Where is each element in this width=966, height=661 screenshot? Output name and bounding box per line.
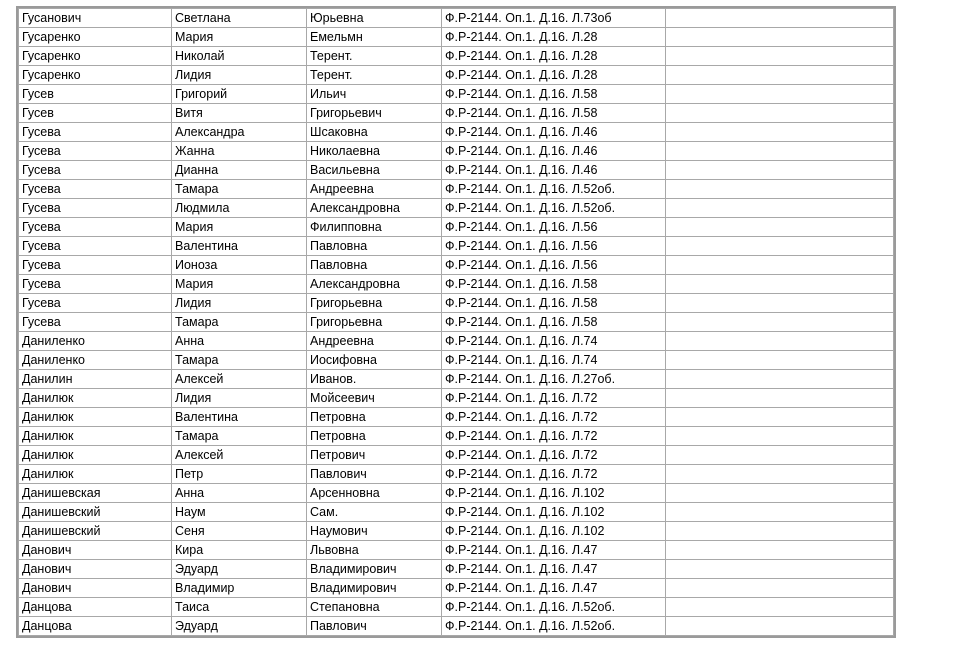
table-row: [19, 465, 894, 484]
archive-reference-cell: Ф.Р-2144. Оп.1. Д.16. Л.28: [442, 66, 666, 85]
first-name-cell: Григорий: [172, 85, 307, 104]
archive-reference-cell: Ф.Р-2144. Оп.1. Д.16. Л.52об.: [442, 199, 666, 218]
empty-cell: [666, 617, 894, 636]
patronymic-cell: Степановна: [307, 598, 442, 617]
table-row: [19, 275, 894, 294]
empty-cell: [666, 9, 894, 28]
records-table-body: [19, 9, 894, 636]
patronymic-cell: Павлович: [307, 617, 442, 636]
surname-cell: Гусев: [19, 85, 172, 104]
empty-cell: [666, 85, 894, 104]
surname-cell: Гусева: [19, 313, 172, 332]
records-table: [18, 8, 894, 636]
archive-reference-cell: Ф.Р-2144. Оп.1. Д.16. Л.56: [442, 237, 666, 256]
surname-cell: Гусева: [19, 218, 172, 237]
surname-cell: Данишевский: [19, 522, 172, 541]
first-name-cell: Жанна: [172, 142, 307, 161]
empty-cell: [666, 446, 894, 465]
first-name-cell: Мария: [172, 275, 307, 294]
table-row: [19, 66, 894, 85]
first-name-cell: Анна: [172, 332, 307, 351]
surname-cell: Данович: [19, 579, 172, 598]
patronymic-cell: Петровна: [307, 408, 442, 427]
empty-cell: [666, 351, 894, 370]
patronymic-cell: Александровна: [307, 199, 442, 218]
first-name-cell: Мария: [172, 28, 307, 47]
archive-reference-cell: Ф.Р-2144. Оп.1. Д.16. Л.46: [442, 161, 666, 180]
archive-reference-cell: Ф.Р-2144. Оп.1. Д.16. Л.52об.: [442, 617, 666, 636]
surname-cell: Гусаренко: [19, 28, 172, 47]
surname-cell: Данишевская: [19, 484, 172, 503]
surname-cell: Данилюк: [19, 389, 172, 408]
first-name-cell: Людмила: [172, 199, 307, 218]
patronymic-cell: Андреевна: [307, 180, 442, 199]
surname-cell: Данович: [19, 541, 172, 560]
patronymic-cell: Григорьевна: [307, 313, 442, 332]
archive-reference-cell: Ф.Р-2144. Оп.1. Д.16. Л.58: [442, 275, 666, 294]
table-row: [19, 446, 894, 465]
empty-cell: [666, 256, 894, 275]
patronymic-cell: Филипповна: [307, 218, 442, 237]
patronymic-cell: Наумович: [307, 522, 442, 541]
surname-cell: Гусева: [19, 180, 172, 199]
archive-reference-cell: Ф.Р-2144. Оп.1. Д.16. Л.58: [442, 313, 666, 332]
empty-cell: [666, 522, 894, 541]
patronymic-cell: Иосифовна: [307, 351, 442, 370]
patronymic-cell: Васильевна: [307, 161, 442, 180]
archive-reference-cell: Ф.Р-2144. Оп.1. Д.16. Л.47: [442, 560, 666, 579]
patronymic-cell: Емельмн: [307, 28, 442, 47]
first-name-cell: Таиса: [172, 598, 307, 617]
first-name-cell: Сеня: [172, 522, 307, 541]
first-name-cell: Витя: [172, 104, 307, 123]
table-row: [19, 142, 894, 161]
patronymic-cell: Павловна: [307, 256, 442, 275]
patronymic-cell: Николаевна: [307, 142, 442, 161]
patronymic-cell: Ильич: [307, 85, 442, 104]
patronymic-cell: Мойсеевич: [307, 389, 442, 408]
first-name-cell: Лидия: [172, 294, 307, 313]
table-row: [19, 199, 894, 218]
empty-cell: [666, 465, 894, 484]
first-name-cell: Ионоза: [172, 256, 307, 275]
table-row: [19, 389, 894, 408]
surname-cell: Гусева: [19, 237, 172, 256]
empty-cell: [666, 598, 894, 617]
table-row: [19, 617, 894, 636]
surname-cell: Гусев: [19, 104, 172, 123]
table-row: [19, 351, 894, 370]
patronymic-cell: Александровна: [307, 275, 442, 294]
patronymic-cell: Терент.: [307, 47, 442, 66]
first-name-cell: Николай: [172, 47, 307, 66]
surname-cell: Данилюк: [19, 446, 172, 465]
empty-cell: [666, 142, 894, 161]
surname-cell: Данишевский: [19, 503, 172, 522]
archive-reference-cell: Ф.Р-2144. Оп.1. Д.16. Л.27об.: [442, 370, 666, 389]
first-name-cell: Мария: [172, 218, 307, 237]
table-row: [19, 332, 894, 351]
table-row: [19, 560, 894, 579]
empty-cell: [666, 237, 894, 256]
table-row: [19, 408, 894, 427]
table-row: [19, 104, 894, 123]
first-name-cell: Лидия: [172, 66, 307, 85]
first-name-cell: Алексей: [172, 370, 307, 389]
archive-reference-cell: Ф.Р-2144. Оп.1. Д.16. Л.56: [442, 256, 666, 275]
surname-cell: Данилюк: [19, 465, 172, 484]
surname-cell: Гусаренко: [19, 47, 172, 66]
patronymic-cell: Иванов.: [307, 370, 442, 389]
empty-cell: [666, 294, 894, 313]
surname-cell: Данилюк: [19, 427, 172, 446]
first-name-cell: Наум: [172, 503, 307, 522]
surname-cell: Данович: [19, 560, 172, 579]
empty-cell: [666, 389, 894, 408]
archive-reference-cell: Ф.Р-2144. Оп.1. Д.16. Л.58: [442, 85, 666, 104]
patronymic-cell: Арсенновна: [307, 484, 442, 503]
surname-cell: Гусева: [19, 256, 172, 275]
first-name-cell: Кира: [172, 541, 307, 560]
empty-cell: [666, 47, 894, 66]
table-row: [19, 256, 894, 275]
patronymic-cell: Сам.: [307, 503, 442, 522]
archive-reference-cell: Ф.Р-2144. Оп.1. Д.16. Л.73об: [442, 9, 666, 28]
patronymic-cell: Владимирович: [307, 560, 442, 579]
archive-reference-cell: Ф.Р-2144. Оп.1. Д.16. Л.72: [442, 446, 666, 465]
archive-reference-cell: Ф.Р-2144. Оп.1. Д.16. Л.72: [442, 408, 666, 427]
patronymic-cell: Петровна: [307, 427, 442, 446]
first-name-cell: Петр: [172, 465, 307, 484]
archive-reference-cell: Ф.Р-2144. Оп.1. Д.16. Л.74: [442, 351, 666, 370]
archive-reference-cell: Ф.Р-2144. Оп.1. Д.16. Л.46: [442, 123, 666, 142]
first-name-cell: Тамара: [172, 313, 307, 332]
empty-cell: [666, 427, 894, 446]
surname-cell: Гусева: [19, 275, 172, 294]
table-row: [19, 503, 894, 522]
archive-reference-cell: Ф.Р-2144. Оп.1. Д.16. Л.102: [442, 503, 666, 522]
surname-cell: Данилин: [19, 370, 172, 389]
first-name-cell: Эдуард: [172, 560, 307, 579]
table-row: [19, 9, 894, 28]
patronymic-cell: Андреевна: [307, 332, 442, 351]
empty-cell: [666, 66, 894, 85]
empty-cell: [666, 579, 894, 598]
archive-reference-cell: Ф.Р-2144. Оп.1. Д.16. Л.102: [442, 522, 666, 541]
archive-reference-cell: Ф.Р-2144. Оп.1. Д.16. Л.46: [442, 142, 666, 161]
empty-cell: [666, 370, 894, 389]
archive-reference-cell: Ф.Р-2144. Оп.1. Д.16. Л.52об.: [442, 180, 666, 199]
table-row: [19, 218, 894, 237]
table-row: [19, 47, 894, 66]
first-name-cell: Светлана: [172, 9, 307, 28]
first-name-cell: Тамара: [172, 351, 307, 370]
first-name-cell: Тамара: [172, 180, 307, 199]
first-name-cell: Владимир: [172, 579, 307, 598]
archive-reference-cell: Ф.Р-2144. Оп.1. Д.16. Л.72: [442, 389, 666, 408]
empty-cell: [666, 560, 894, 579]
surname-cell: Гусева: [19, 294, 172, 313]
patronymic-cell: Львовна: [307, 541, 442, 560]
table-row: [19, 313, 894, 332]
surname-cell: Данцова: [19, 598, 172, 617]
table-row: [19, 484, 894, 503]
table-row: [19, 85, 894, 104]
empty-cell: [666, 408, 894, 427]
first-name-cell: Эдуард: [172, 617, 307, 636]
table-row: [19, 294, 894, 313]
empty-cell: [666, 484, 894, 503]
table-row: [19, 161, 894, 180]
patronymic-cell: Юрьевна: [307, 9, 442, 28]
surname-cell: Данцова: [19, 617, 172, 636]
table-row: [19, 370, 894, 389]
empty-cell: [666, 104, 894, 123]
table-row: [19, 427, 894, 446]
archive-reference-cell: Ф.Р-2144. Оп.1. Д.16. Л.47: [442, 579, 666, 598]
patronymic-cell: Павлович: [307, 465, 442, 484]
table-row: [19, 541, 894, 560]
archive-reference-cell: Ф.Р-2144. Оп.1. Д.16. Л.58: [442, 294, 666, 313]
archive-reference-cell: Ф.Р-2144. Оп.1. Д.16. Л.58: [442, 104, 666, 123]
first-name-cell: Дианна: [172, 161, 307, 180]
first-name-cell: Алексей: [172, 446, 307, 465]
table-row: [19, 180, 894, 199]
table-row: [19, 522, 894, 541]
surname-cell: Гусева: [19, 142, 172, 161]
archive-reference-cell: Ф.Р-2144. Оп.1. Д.16. Л.52об.: [442, 598, 666, 617]
table-row: [19, 123, 894, 142]
table-row: [19, 28, 894, 47]
surname-cell: Гусева: [19, 199, 172, 218]
patronymic-cell: Павловна: [307, 237, 442, 256]
empty-cell: [666, 161, 894, 180]
empty-cell: [666, 199, 894, 218]
archive-reference-cell: Ф.Р-2144. Оп.1. Д.16. Л.56: [442, 218, 666, 237]
archive-reference-cell: Ф.Р-2144. Оп.1. Д.16. Л.74: [442, 332, 666, 351]
archive-reference-cell: Ф.Р-2144. Оп.1. Д.16. Л.72: [442, 427, 666, 446]
empty-cell: [666, 313, 894, 332]
empty-cell: [666, 218, 894, 237]
empty-cell: [666, 275, 894, 294]
empty-cell: [666, 28, 894, 47]
archive-reference-cell: Ф.Р-2144. Оп.1. Д.16. Л.28: [442, 28, 666, 47]
patronymic-cell: Шсаковна: [307, 123, 442, 142]
patronymic-cell: Петрович: [307, 446, 442, 465]
empty-cell: [666, 541, 894, 560]
surname-cell: Данилюк: [19, 408, 172, 427]
patronymic-cell: Григорьевна: [307, 294, 442, 313]
empty-cell: [666, 123, 894, 142]
first-name-cell: Александра: [172, 123, 307, 142]
surname-cell: Гусева: [19, 161, 172, 180]
table-row: [19, 598, 894, 617]
records-sheet: [16, 6, 896, 638]
first-name-cell: Валентина: [172, 408, 307, 427]
empty-cell: [666, 332, 894, 351]
archive-reference-cell: Ф.Р-2144. Оп.1. Д.16. Л.47: [442, 541, 666, 560]
empty-cell: [666, 180, 894, 199]
first-name-cell: Анна: [172, 484, 307, 503]
patronymic-cell: Григорьевич: [307, 104, 442, 123]
first-name-cell: Тамара: [172, 427, 307, 446]
patronymic-cell: Терент.: [307, 66, 442, 85]
archive-reference-cell: Ф.Р-2144. Оп.1. Д.16. Л.72: [442, 465, 666, 484]
table-row: [19, 237, 894, 256]
surname-cell: Гусаренко: [19, 66, 172, 85]
table-row: [19, 579, 894, 598]
patronymic-cell: Владимирович: [307, 579, 442, 598]
archive-reference-cell: Ф.Р-2144. Оп.1. Д.16. Л.102: [442, 484, 666, 503]
first-name-cell: Лидия: [172, 389, 307, 408]
first-name-cell: Валентина: [172, 237, 307, 256]
empty-cell: [666, 503, 894, 522]
surname-cell: Гусанович: [19, 9, 172, 28]
surname-cell: Гусева: [19, 123, 172, 142]
surname-cell: Даниленко: [19, 351, 172, 370]
surname-cell: Даниленко: [19, 332, 172, 351]
archive-reference-cell: Ф.Р-2144. Оп.1. Д.16. Л.28: [442, 47, 666, 66]
